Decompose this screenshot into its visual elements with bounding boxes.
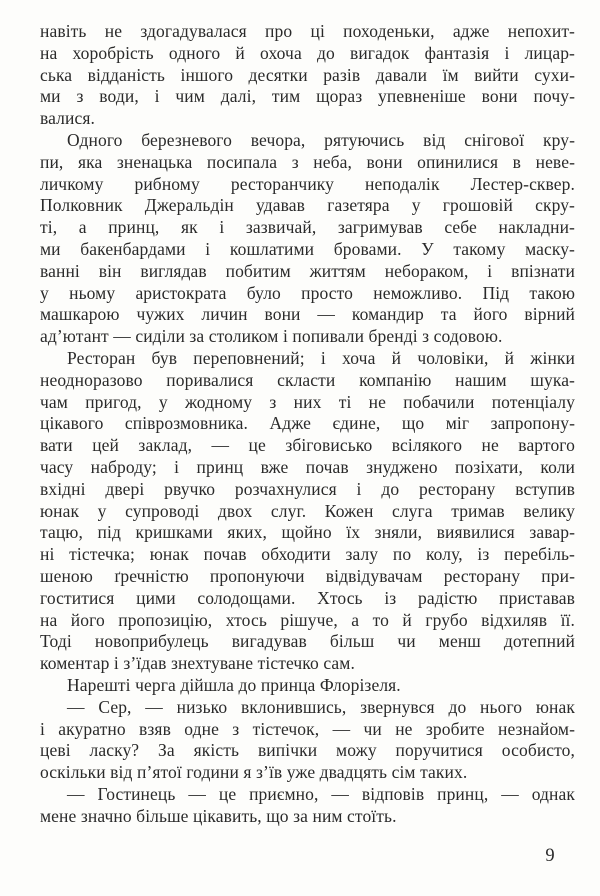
text-line: чам пригод, у жодному з них ті не побачили потенціалу (40, 391, 575, 412)
text-line: Тоді новоприбулець вигадував більш чи менш дотепний (40, 631, 575, 652)
text-line: ад’ютант — сиділи за столиком і попивали бренді з содовою. (40, 326, 503, 347)
text-line: шеною ґречністю пропонуючи відвідувачам ресторану при- (40, 565, 575, 586)
page-number: 9 (545, 846, 555, 866)
text-line: ська відданість іншого десятки разів давали їм вийти сухи- (40, 64, 575, 85)
text-line: тацю, під кришками яких, щойно їх зняли, виявилися завар- (40, 522, 575, 543)
text-line: коментар і з’їдав знехтуване тістечко сам. (40, 653, 355, 674)
text-line: ванні він виглядав побитим життям небораком, і впізнати (40, 260, 575, 281)
text-line: ті, а принц, як і зазвичай, загримував себе накладни- (40, 217, 575, 238)
text-line: личкому рибному ресторанчику неподалік Лестер-сквер. (40, 173, 575, 194)
text-line: вати цей заклад, — це збіговисько всілякого не вартого (40, 435, 575, 456)
text-line: Ресторан був переповнений; і хоча й чоловіки, й жінки (67, 347, 575, 368)
text-line: — Гостинець — це приємно, — відповів принц, — однак (67, 783, 575, 804)
text-line: часу наброду; і принц вже почав знуджено позіхати, коли (40, 456, 575, 477)
text-line: Одного березневого вечора, рятуючись від снігової кру- (67, 129, 575, 150)
text-line: ми бакенбардами і кошлатими бровами. У такому маску- (40, 238, 575, 259)
text-line: на його пропозицію, хтось рішуче, а то й грубо відхиляв її. (40, 609, 575, 630)
text-line: вхідні двері рвучко розчахнулися і до ресторану вступив (40, 478, 575, 499)
text-line: на хоробрість одного й охоча до вигадок фантазія і лицар- (40, 42, 575, 63)
text-line: неодноразово поривалися скласти компанію нашим шука- (40, 369, 575, 390)
text-line: пи, яка зненацька посипала з неба, вони опинилися в неве- (40, 151, 575, 172)
text-line: — Сер, — низько вклонившись, звернувся до нього юнак (67, 696, 575, 717)
text-line: юнак у супроводі двох слуг. Кожен слуга тримав велику (40, 500, 575, 521)
text-line: ні тістечка; юнак почав обходити залу по колу, із перебіль- (40, 544, 575, 565)
text-line: оскільки від п’ятої години я з’їв уже двадцять сім таких. (40, 762, 468, 783)
text-line: цікавого співрозмовника. Адже єдине, що міг запропону- (40, 413, 575, 434)
text-line: валися. (40, 108, 95, 129)
text-line: машкарою чужих личин вони — командир та його вірний (40, 304, 575, 325)
text-line: у ньому аристократа було просто неможливо. Під такою (40, 282, 575, 303)
text-line: ми з води, і чим далі, тим щораз упевненіше вони почу- (40, 86, 575, 107)
text-line: Нарешті черга дійшла до принца Флорізеля. (67, 674, 401, 695)
text-line: навіть не здогадувалася про ці походеньки, адже непохит- (40, 21, 575, 41)
page-text (40, 21, 575, 827)
text-line: Полковник Джеральдін удавав газетяра у грошовій скру- (40, 195, 575, 216)
text-line: гоститися цими солодощами. Хтось із радістю приставав (40, 587, 575, 608)
text-line: мене значно більше цікавить, що за ним стоїть. (40, 805, 397, 826)
text-line: і акуратно взяв одне з тістечок, — чи не зробите незнайом- (40, 718, 575, 739)
text-line: цеві ласку? За якість випічки можу поручитися особисто, (40, 740, 575, 761)
